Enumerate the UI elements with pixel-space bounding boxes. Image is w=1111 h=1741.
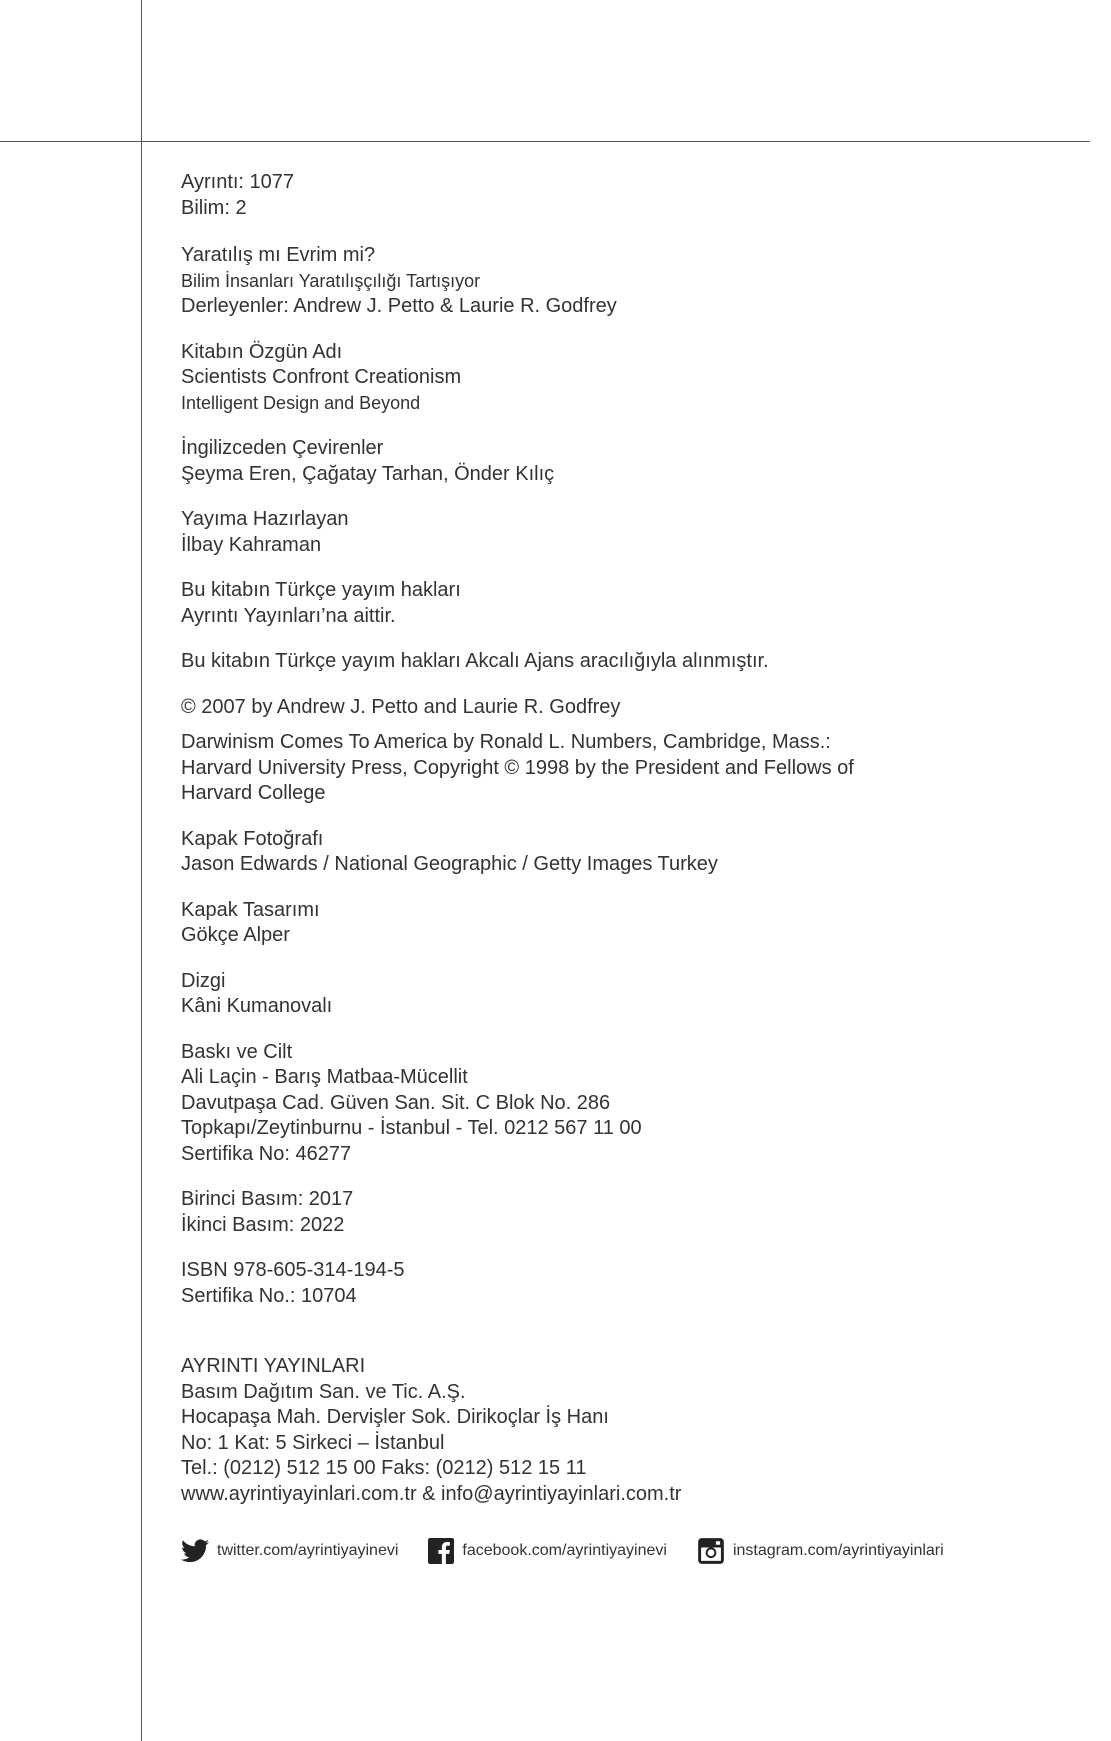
typesetting-name: Kâni Kumanovalı: [181, 995, 333, 1017]
cover-photo-label: Kapak Fotoğrafı: [181, 827, 324, 850]
publisher-web: www.ayrintiyayinlari.com.tr & info@ayrintiyayinlari.com.tr: [181, 1482, 682, 1505]
rights-line-2: Ayrıntı Yayınları’na aittir.: [181, 604, 396, 627]
typesetting-label: Dizgi: [181, 969, 226, 992]
page-margin-vertical-rule: [141, 0, 142, 1741]
original-title-block: [181, 340, 1061, 417]
copyright-block: [181, 695, 1061, 721]
instagram-handle: instagram.com/ayrintiyayinlari: [732, 1542, 944, 1559]
rights-line-1: Bu kitabın Türkçe yayım hakları: [181, 579, 461, 601]
darwinism-credit-block: [181, 730, 1061, 807]
isbn-block: [181, 1258, 1061, 1309]
translators-label: İngilizceden Çevirenler: [181, 437, 384, 459]
twitter-handle: twitter.com/ayrintiyayinevi: [217, 1542, 399, 1559]
translators-names: Şeyma Eren, Çağatay Tarhan, Önder Kılıç: [181, 462, 555, 485]
book-subtitle: Bilim İnsanları Yaratılışçılığı Tartışıyor: [181, 270, 481, 291]
editor-name: İlbay Kahraman: [181, 533, 322, 556]
agency-note: Bu kitabın Türkçe yayım hakları Akcalı Ajans aracılığıyla alınmıştır.: [181, 650, 769, 672]
isbn-number: ISBN 978-605-314-194-5: [181, 1259, 405, 1281]
darwinism-line-1: Darwinism Comes To America by Ronald L. Numbers, Cambridge, Mass.:: [181, 731, 831, 753]
copyright-line: © 2007 by Andrew J. Petto and Laurie R. Godfrey: [181, 695, 621, 718]
typesetting-block: [181, 969, 1061, 1020]
series-number: Ayrıntı: 1077: [181, 171, 295, 193]
imprint-page: [181, 170, 1061, 1565]
printing-line-4: Sertifika No: 46277: [181, 1142, 352, 1165]
cover-photo-block: [181, 827, 1061, 878]
book-title: Yaratılış mı Evrim mi?: [181, 244, 376, 266]
printing-block: [181, 1040, 1061, 1168]
book-title-block: [181, 243, 1061, 320]
printing-line-3: Topkapı/Zeytinburnu - İstanbul - Tel. 0212 567 11 00: [181, 1117, 642, 1139]
second-edition: İkinci Basım: 2022: [181, 1213, 345, 1236]
isbn-certificate: Sertifika No.: 10704: [181, 1284, 357, 1307]
cover-design-label: Kapak Tasarımı: [181, 898, 320, 921]
publisher-address-1: Hocapaşa Mah. Dervişler Sok. Dirikoçlar İş Hanı: [181, 1406, 609, 1428]
publisher-address-2: No: 1 Kat: 5 Sirkeci – İstanbul: [181, 1431, 445, 1454]
rights-block: [181, 578, 1061, 629]
cover-design-name: Gökçe Alper: [181, 924, 290, 946]
editions-block: [181, 1187, 1061, 1238]
publisher-name: AYRINTI YAYINLARI: [181, 1355, 366, 1377]
darwinism-line-3: Harvard College: [181, 782, 326, 804]
series-info: [181, 170, 1061, 221]
printing-line-2: Davutpaşa Cad. Güven San. Sit. C Blok No. 286: [181, 1091, 611, 1114]
twitter-icon: [181, 1539, 209, 1563]
publisher-phone: Tel.: (0212) 512 15 00 Faks: (0212) 512 15 11: [181, 1457, 587, 1479]
facebook-link[interactable]: [428, 1538, 667, 1564]
cover-design-block: [181, 898, 1061, 949]
original-title: Scientists Confront Creationism: [181, 366, 462, 388]
printing-label: Baskı ve Cilt: [181, 1040, 293, 1063]
social-links: [181, 1537, 1061, 1565]
printing-line-1: Ali Laçin - Barış Matbaa-Mücellit: [181, 1066, 468, 1088]
agency-note-block: [181, 649, 1061, 675]
editor-label: Yayıma Hazırlayan: [181, 508, 349, 530]
darwinism-line-2: Harvard University Press, Copyright © 1998 by the President and Fellows of: [181, 756, 854, 779]
facebook-handle: facebook.com/ayrintiyayinevi: [462, 1542, 667, 1559]
translators-block: [181, 436, 1061, 487]
cover-photo-credit: Jason Edwards / National Geographic / Getty Images Turkey: [181, 853, 718, 875]
page-margin-horizontal-rule: [0, 141, 1090, 142]
publisher-company: Basım Dağıtım San. ve Tic. A.Ş.: [181, 1380, 466, 1403]
twitter-link[interactable]: [181, 1539, 398, 1563]
original-subtitle: Intelligent Design and Beyond: [181, 392, 421, 413]
instagram-icon: [697, 1537, 725, 1565]
instagram-link[interactable]: [697, 1537, 944, 1565]
editor-block: [181, 507, 1061, 558]
facebook-icon: [428, 1538, 454, 1564]
original-title-label: Kitabın Özgün Adı: [181, 340, 343, 363]
first-edition: Birinci Basım: 2017: [181, 1188, 354, 1210]
book-editors: Derleyenler: Andrew J. Petto & Laurie R. Godfrey: [181, 295, 617, 317]
series-category: Bilim: 2: [181, 196, 247, 219]
publisher-block: [181, 1354, 1061, 1507]
